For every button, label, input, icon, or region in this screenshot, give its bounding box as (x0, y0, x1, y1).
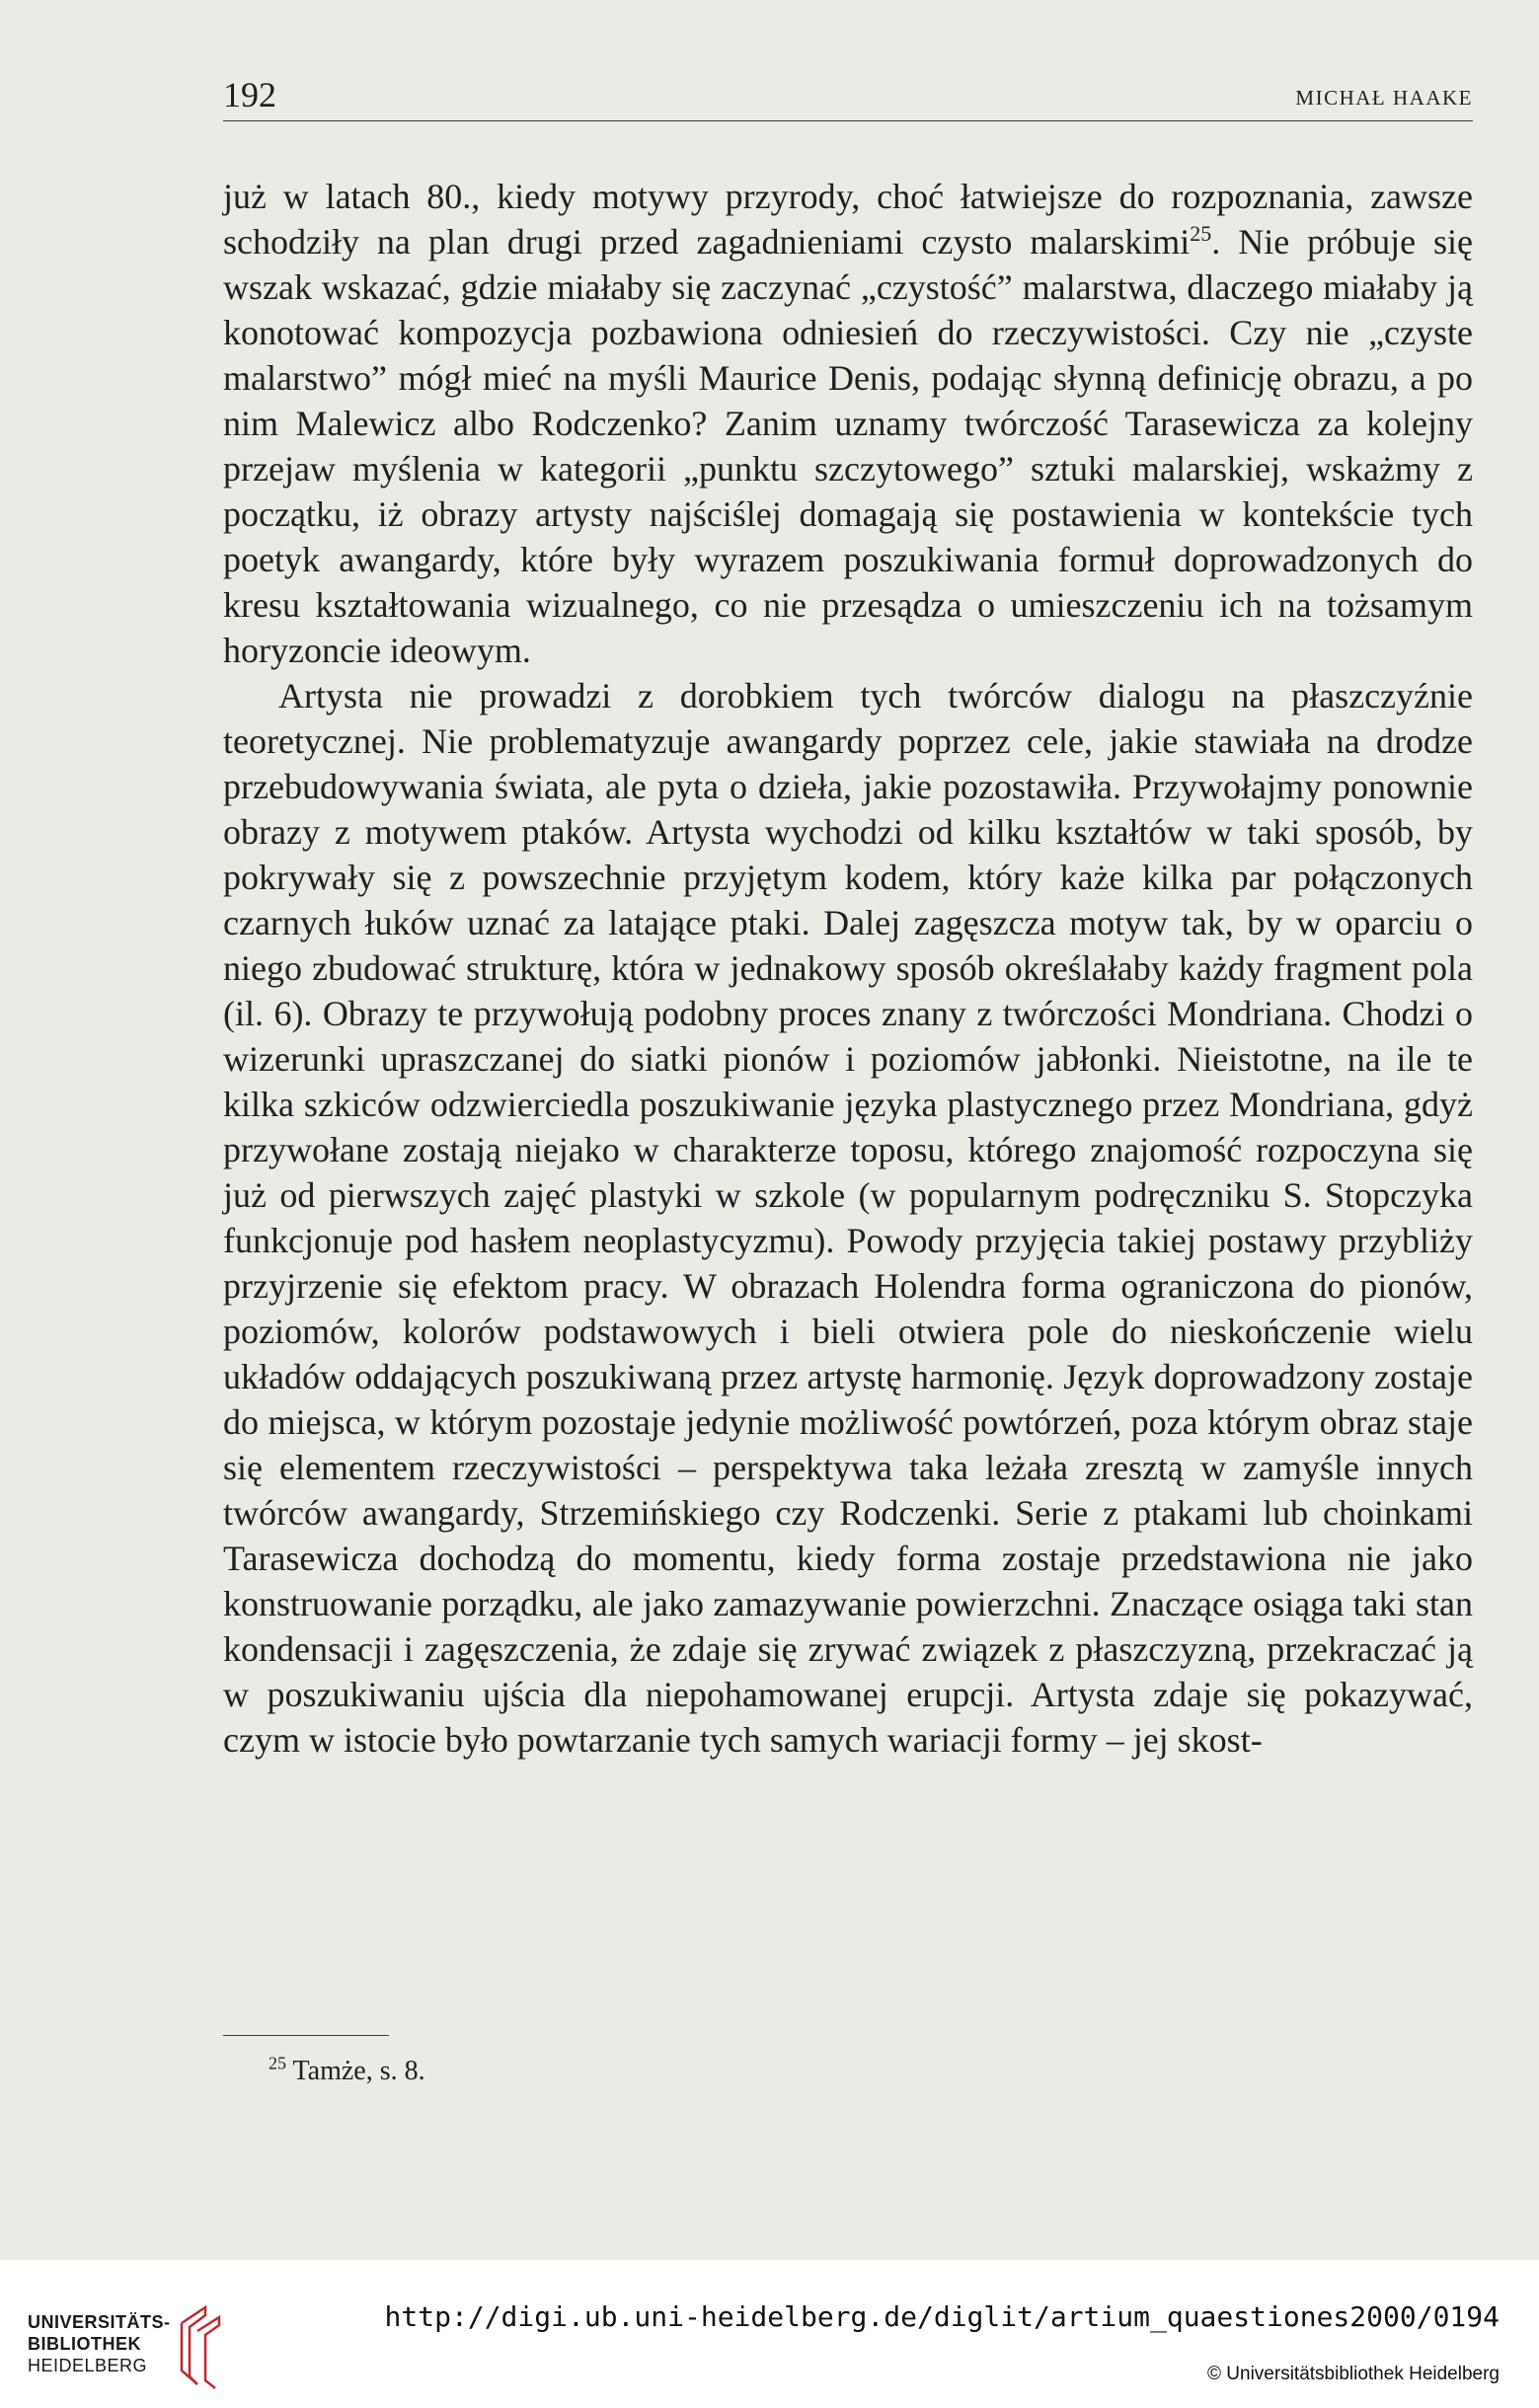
library-logo (28, 2311, 225, 2390)
paragraph-1-text-a: już w latach 80., kiedy motywy przyrody, choć łatwiejsze do rozpoznania, zawsze schodziły na plan drugi przed zagadnieniami czysto malarskimi (223, 177, 1473, 262)
page-number: 192 (223, 75, 276, 114)
copyright-notice: © Universitätsbibliothek Heidelberg (1207, 2364, 1500, 2384)
running-head: MICHAŁ HAAKE (1295, 86, 1473, 110)
footnote-reference[interactable]: 25 (1190, 221, 1212, 246)
logo-text-line-1: UNIVERSITÄTS- (28, 2312, 171, 2332)
logo-text-line-2: BIBLIOTHEK (28, 2334, 141, 2354)
footnote-text: Tamże, s. 8. (292, 2056, 425, 2086)
footnote (269, 2053, 425, 2090)
page-header (223, 71, 1473, 121)
library-emblem-icon (176, 2305, 225, 2390)
footnote-divider (223, 2035, 389, 2036)
digital-library-link[interactable]: http://digi.ub.uni-heidelberg.de/diglit/artium_quaestiones2000/0194 (384, 2300, 1500, 2333)
body-text (223, 174, 1473, 1763)
footnote-number: 25 (269, 2053, 286, 2073)
paragraph-2: Artysta nie prowadzi z dorobkiem tych twórców dialogu na płaszczyźnie teoretycznej. Nie problematyzuje awangardy poprzez cele, jakie stawiała na drodze przebudowywania świata, ale pyta o dzieła, jakie pozostawiła. Przywołajmy ponownie obrazy z motywem ptaków. Artysta wychodzi od kilku kształtów w taki sposób, by pokrywały się z powszechnie przyjętym kodem, który każe kilka par połączonych czarnych łuków uznać za latające ptaki. Dalej zagęszcza motyw tak, by w oparciu o niego zbudować strukturę, która w jednakowy sposób określałaby każdy fragment pola (il. 6). Obrazy te przywołują podobny proces znany z twórczości Mondriana. Chodzi o wizerunki upraszczanej do siatki pionów i poziomów jabłonki. Nieistotne, na ile te kilka szkiców odzwierciedla poszukiwanie języka plastycznego przez Mondriana, gdyż przywołane zostają niejako w charakterze toposu, którego znajomość rozpoczyna się już od pierwszych zajęć plastyki w szkole (w popularnym podręczniku S. Stopczyka funkcjonuje pod hasłem neoplastycyzmu). Powody przyjęcia takiej postawy przybliży przyjrzenie się efektom pracy. W obrazach Holendra forma ograniczona do pionów, poziomów, kolorów podstawowych i bieli otwiera pole do nieskończenie wielu układów oddających poszukiwaną przez artystę harmonię. Język doprowadzony zostaje do miejsca, w którym pozostaje jedynie możliwość powtórzeń, poza którym obraz staje się elementem rzeczywistości – perspektywa taka leżała zresztą w zamyśle innych twórców awangardy, Strzemińskiego czy Rodczenki. Serie z ptakami lub choinkami Tarasewicza dochodzą do momentu, kiedy forma zostaje przedstawiona nie jako konstruowanie porządku, ale jako zamazywanie powierzchni. Znaczące osiąga taki stan kondensacji i zagęszczenia, że zdaje się zrywać związek z płaszczyzną, przekraczać ją w poszukiwaniu ujścia dla niepohamowanej erupcji. Artysta zdaje się pokazywać, czym w istocie było powtarzanie tych samych wariacji formy – jej skost- (223, 676, 1473, 1760)
paragraph-1 (223, 174, 1473, 673)
logo-text-line-3: HEIDELBERG (28, 2356, 148, 2375)
library-footer (0, 2260, 1539, 2408)
paragraph-1-text-b: . Nie próbuje się wszak wskazać, gdzie miałaby się zaczynać „czystość” malarstwa, dlaczego miałaby ją konotować kompozycja pozbawiona odniesień do rzeczywistości. Czy nie „czyste malarstwo” mógł mieć na myśli Maurice Denis, podając słynną definicję obrazu, a po nim Malewicz albo Rodczenko? Zanim uznamy twórczość Tarasewicza za kolejny przejaw myślenia w kategorii „punktu szczytowego” sztuki malarskiej, wskażmy z początku, iż obrazy artysty najściślej domagają się postawienia w kontekście tych poetyk awangardy, które były wyrazem poszukiwania formuł doprowadzonych do kresu kształtowania wizualnego, co nie przesądza o umieszczeniu ich na tożsamym horyzoncie ideowym. (223, 222, 1474, 670)
